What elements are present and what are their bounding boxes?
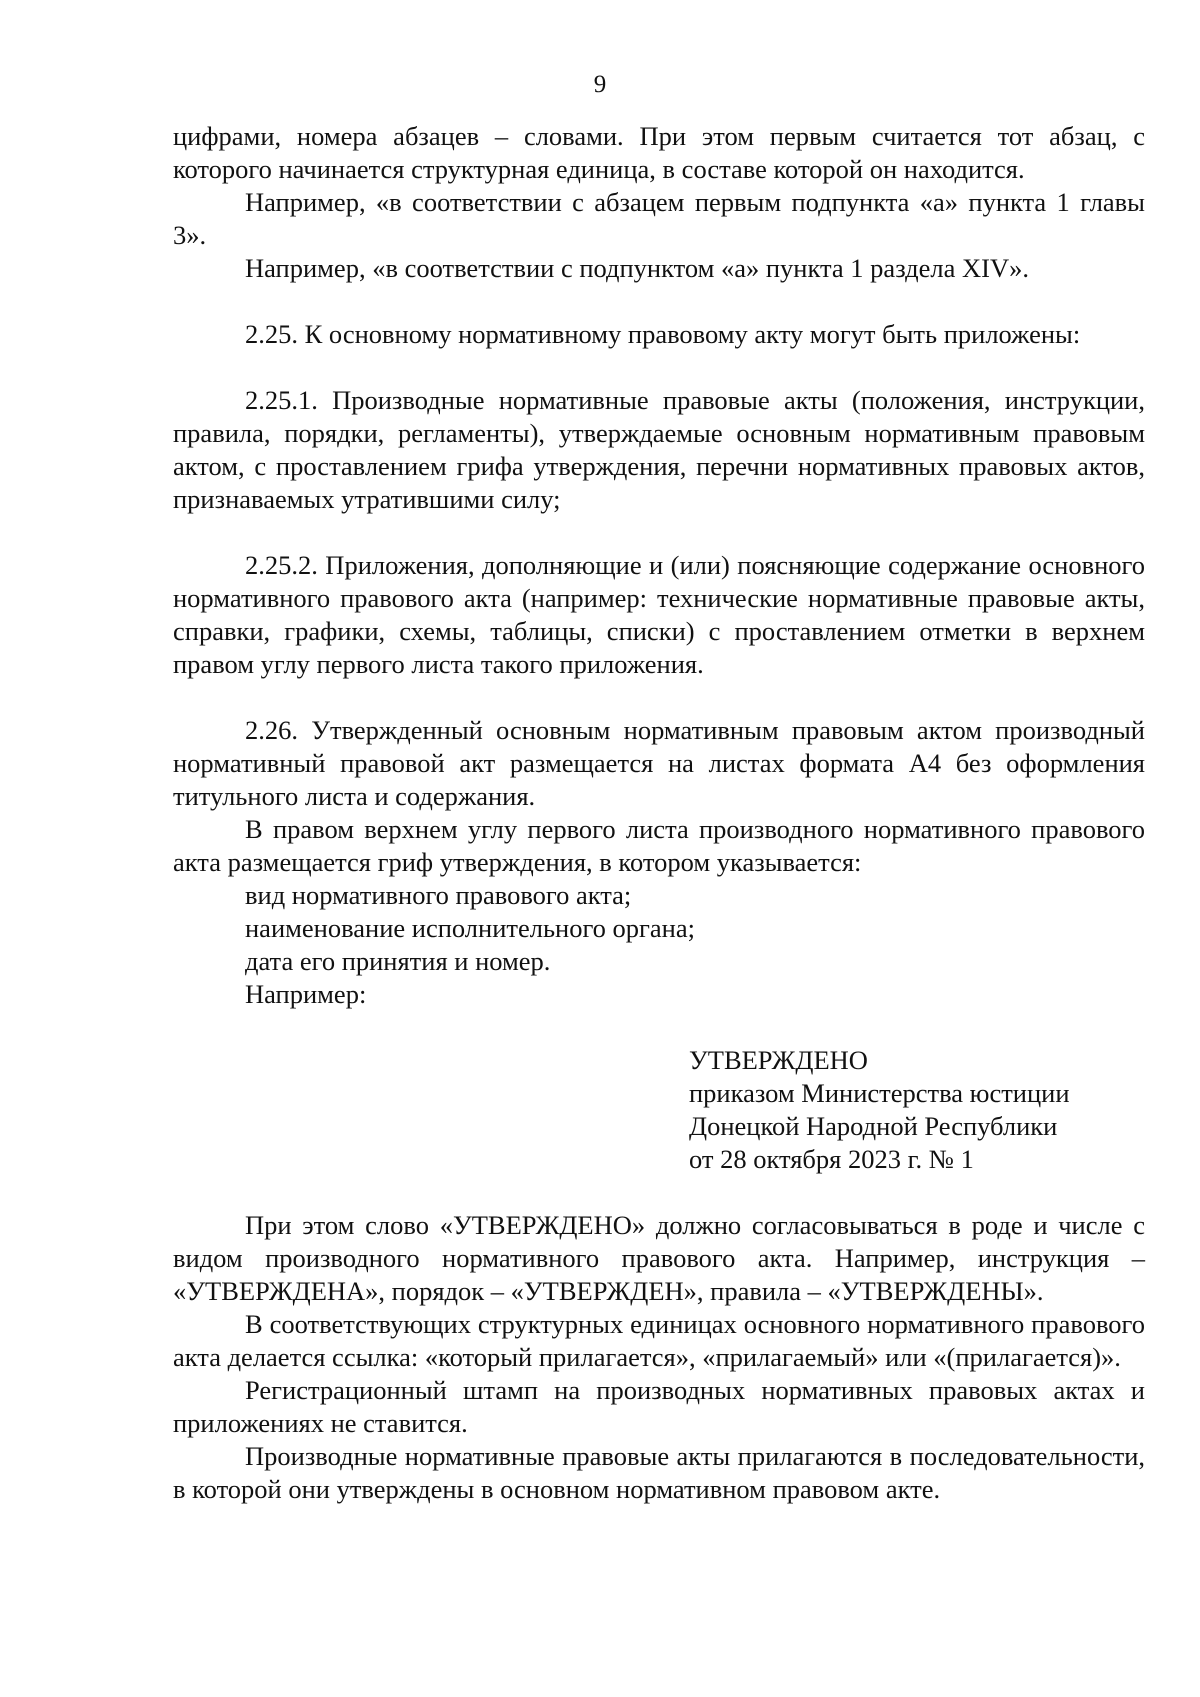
approval-stamp [689,1044,1145,1176]
list-item-act-type: вид нормативного правового акта; [245,880,632,910]
paragraph-2-25-1: 2.25.1. Производные нормативные правовые акты (положения, инструкции, правила, порядки, регламенты), утверждаемые основным нормативным правовым актом, с проставлением грифа утверждения, перечни нормативных правовых актов, признаваемых утратившими силу; [173,385,1145,514]
list-item-organ-name: наименование исполнительного органа; [245,913,695,943]
paragraph-2-25: 2.25. К основному нормативному правовому акту могут быть приложены: [245,319,1081,349]
paragraph-approval-grif: В правом верхнем углу первого листа производного нормативного правового акта размещается гриф утверждения, в котором указывается: [173,814,1145,877]
stamp-order-line: приказом Министерства юстиции [689,1078,1070,1108]
paragraph-gender-agreement: При этом слово «УТВЕРЖДЕНО» должно согласовываться в роде и числе с видом производного нормативного правового акта. Например, инструкция – «УТВЕРЖДЕНА», порядок – «УТВЕРЖДЕН», правила – «УТВЕРЖДЕНЫ». [173,1210,1145,1306]
paragraph-2-26: 2.26. Утвержденный основным нормативным правовым актом производный нормативный правовой акт размещается на листах формата А4 без оформления титульного листа и содержания. [173,715,1145,811]
paragraph-2-25-2: 2.25.2. Приложения, дополняющие и (или) поясняющие содержание основного нормативного правового акта (например: технические нормативные правовые акты, справки, графики, схемы, таблицы, списки) с проставлением отметки в верхнем правом углу первого листа такого приложения. [173,550,1145,679]
paragraph-reference: В соответствующих структурных единицах основного нормативного правового акта делается ссылка: «который прилагается», «прилагаемый» или «(прилагается)». [173,1309,1145,1372]
example-label: Например: [245,979,367,1009]
paragraph-example-1: Например, «в соответствии с абзацем первым подпункта «а» пункта 1 главы 3». [173,187,1145,250]
list-item-date-number: дата его принятия и номер. [245,946,551,976]
page-number: 9 [593,71,607,98]
paragraph-continuation: цифрами, номера абзацев – словами. При этом первым считается тот абзац, с которого начинается структурная единица, в составе которой он находится. [173,121,1145,184]
document-body [173,120,1145,1506]
stamp-republic-line: Донецкой Народной Республики [689,1111,1058,1141]
stamp-approved-heading: УТВЕРЖДЕНО [689,1045,868,1075]
paragraph-registration-stamp: Регистрационный штамп на производных нормативных правовых актах и приложениях не ставится. [173,1375,1145,1438]
paragraph-attachment-order: Производные нормативные правовые акты прилагаются в последовательности, в которой они утверждены в основном нормативном правовом акте. [173,1441,1145,1504]
stamp-date-line: от 28 октября 2023 г. № 1 [689,1144,974,1174]
paragraph-example-2: Например, «в соответствии с подпунктом «а» пункта 1 раздела XIV». [245,253,1030,283]
